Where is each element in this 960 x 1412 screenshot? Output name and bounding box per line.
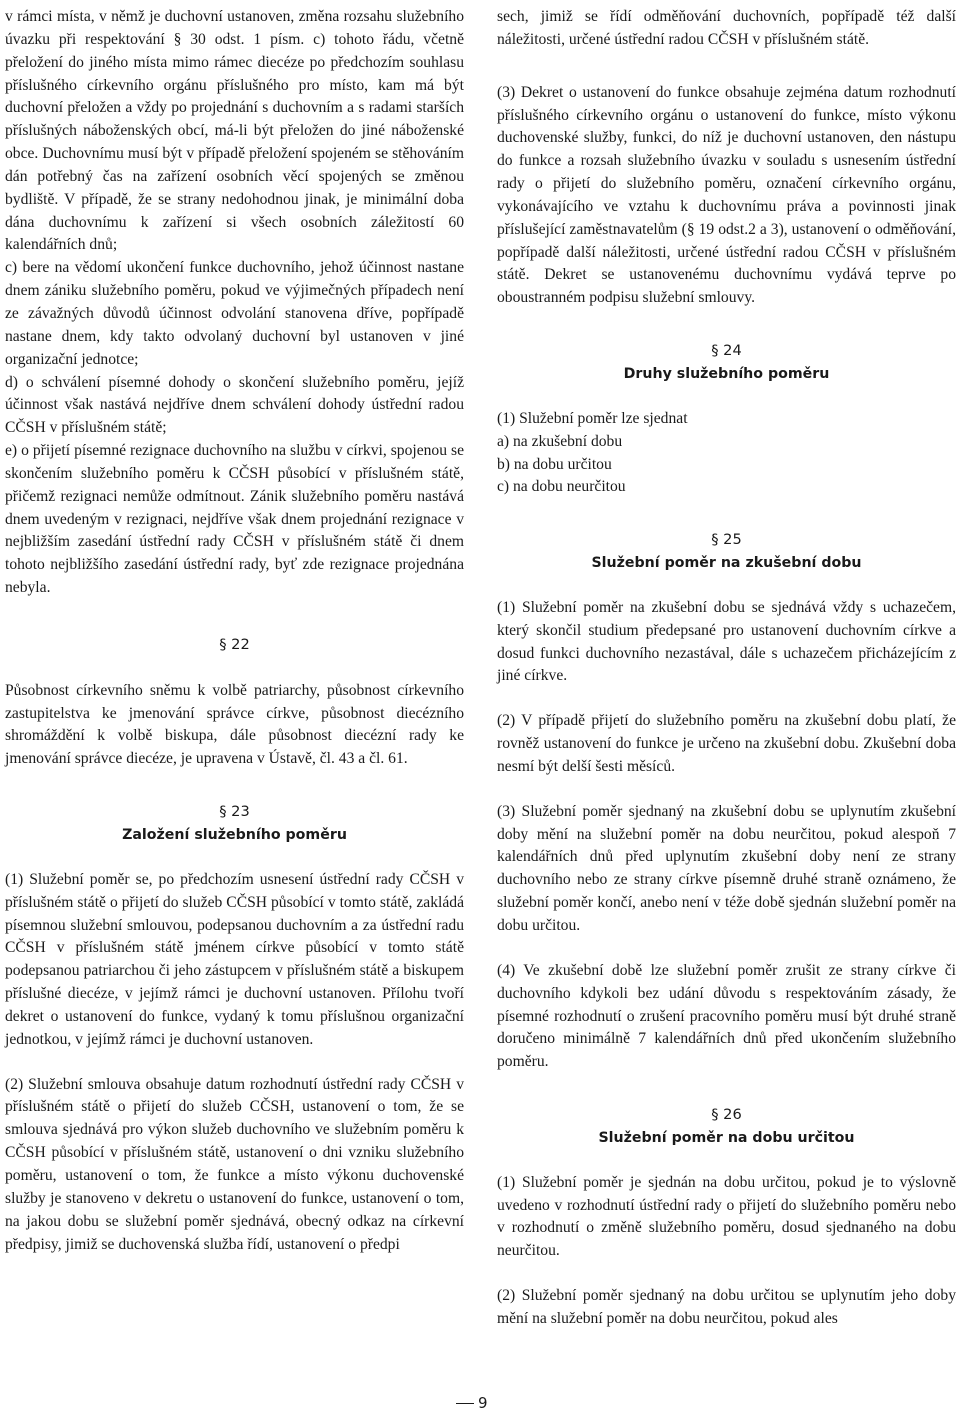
paragraph-item-d: d) o schválení písemné dohody o skončení služebního poměru, jejíž účinnost však nastává nejdříve dnem schválení dohody ústřední radou CČSH v příslušném státě;	[5, 373, 464, 437]
section-23-paragraph-2: (2) Služební smlouva obsahuje datum rozhodnutí ústřední rady CČSH v příslušném státě o přijetí do služeb CČSH, ustanovení o tom, že se smlouva sjednává pro výkon služeb duchovního ve služebním poměru k CČSH působící v příslušném státě, ustanovení o dni vzniku služebního poměru, ustanovení o tom, že funkce a místo výkonu duchovenské služby je stanoveno v dekretu o ustanovení do funkce, ustanovení o tom, na jakou dobu se služební poměr sjednává, obecný odkaz na církevní předpisy, jimiž se duchovenská služba řídí, ustanovení o předpi	[5, 1075, 464, 1253]
section-25-paragraph-4: (4) Ve zkušební době lze služební poměr zrušit ze strany církve či duchovního kdykoli bez udání důvodu s respektováním zásady, že písemné rozhodnutí o zrušení pracovního poměru musí být druhé straně doručeno minimálně 7 kalendářních dnů před ukončením služebního poměru.	[497, 961, 956, 1071]
right-column	[497, 6, 956, 1331]
paragraph-item-c: c) bere na vědomí ukončení funkce duchovního, jehož účinnost nastane dnem zániku služebního poměru, pokud ve výjimečných případech není ze závažných důvodů účinnost odvolání stanovena dříve, popřípadě nastane dnem, kdy takto odvolaný duchovní byl ustanoven v jiné organizační jednotce;	[5, 259, 464, 368]
section-number: § 22	[219, 635, 250, 653]
section-number: § 23	[219, 803, 250, 821]
section-23-paragraph-1: (1) Služební poměr se, po předchozím usnesení ústřední rady CČSH v příslušném státě o přijetí do služeb CČSH působící v tomto státě, zakládá písemnou služební smlouvou, podepsanou duchovním a za ústřední radu CČSH v příslušném státě jménem církve působící v tomto státě podepsanou patriarchou či jeho zástupcem v příslušném státě a biskupem příslušné diecéze, v jejímž rámci je duchovní ustanoven. Přílohu tvoří dekret o ustanovení do funkce, vydaný k tomu příslušnou organizační jednotkou, v jejímž rámci je duchovní ustanoven.	[5, 870, 464, 1048]
section-26-heading	[497, 1104, 956, 1150]
paragraph-item-e: e) o přijetí písemné rezignace duchovního na službu v církvi, spojenou se skončením služebního poměru k CČSH působící v příslušném státě, přičemž rezignaci nemůže odmítnout. Zánik služebního poměru nastává dnem uvedeným v rezignaci, nejdříve však dnem projednání rezignace v nejbližším zasedání ústřední rady CČSH v příslušném státě či dnem tohoto nejbližšího zasedání ústřední rady, byť zde rezignace projednána nebyla.	[5, 442, 464, 597]
section-24-heading	[497, 340, 956, 386]
page-number: 9	[478, 1394, 488, 1412]
section-25-paragraph-1: (1) Služební poměr na zkušební dobu se sjednává vždy s uchazečem, který skončil studium předepsané pro ustanovení duchovním církve a dosud funkci duchovního nezastával, dále s uchazečem přicházejícím z jiné církve.	[497, 598, 956, 685]
section-number: § 24	[711, 342, 742, 360]
list-item: a) na zkušební dobu	[497, 432, 623, 450]
list-item: b) na dobu určitou	[497, 455, 612, 473]
list-item: (1) Služební poměr lze sjednat	[497, 409, 688, 427]
paragraph-continuation: v rámci místa, v němž je duchovní ustanoven, změna rozsahu služebního úvazku při respektování § 30 odst. 1 písm. c) tohoto řádu, včetně přeložení do jiného místa mimo rámec diecéze po předchozím souhlasu příslušného církevního orgánu příslušného pro místo, kam má být duchovní přeložen a vždy po projednání s duchovním a s radami starších příslušných náboženských obcí, má-li být přeložen do jiné náboženské obce. Duchovnímu musí být v případě přeložení spojeném se stěhováním dán potřebný čas na zařízení osobních věcí spojených se změnou bydliště. V případě, že se strany nedohodnou jinak, je minimální doba dána duchovnímu k zařízení si všech osobních záležitostí 60 kalendářních dnů;	[5, 8, 464, 254]
section-23-paragraph-3: (3) Dekret o ustanovení do funkce obsahuje zejména datum rozhodnutí příslušného církevního orgánu o ustanovení do funkce, místo výkonu duchovenské služby, funkci, do níž je duchovní ustanoven, den nástupu do funkce a rozsah služebního úvazku v souladu s usnesením ústřední rady o přijetí do služebního poměru, označení církevního orgánu, vykonávajícího ve vztahu k duchovnímu práva a povinnosti jinak příslušející zaměstnavatelům (§ 19 odst.2 a 3), ustanovení o odměňování, popřípadě další náležitosti, určené ústřední radou CČSH v příslušném státě. Dekret se ustanovenému duchovnímu vydává teprve po oboustranném podpisu služební smlouvy.	[497, 83, 956, 307]
section-title: Druhy služebního poměru	[623, 365, 830, 382]
section-title: Založení služebního poměru	[122, 827, 347, 843]
page-footer	[452, 1394, 532, 1412]
section-25-paragraph-3: (3) Služební poměr sjednaný na zkušební dobu se uplynutím zkušební doby mění na služební poměr na dobu neurčitou, pokud alespoň 7 kalendářních dnů před uplynutím zkušební doby není ze strany duchovního nebo ze strany církve písemně druhé straně oznámeno, že služební poměr končí, anebo není v téže době sjednán služební poměr na dobu určitou.	[497, 802, 956, 934]
section-25-paragraph-2: (2) V případě přijetí do služebního poměru na zkušební dobu platí, že rovněž ustanovení do funkce je určeno na zkušební dobu. Zkušební doba nesmí být delší šesti měsíců.	[497, 712, 956, 775]
paragraph-continuation: sech, jimiž se řídí odměňování duchovních, popřípadě též další náležitosti, určené ústřední radou CČSH v příslušném státě.	[497, 8, 956, 48]
section-23-heading	[5, 801, 464, 847]
section-24-list	[497, 408, 956, 499]
list-item: c) na dobu neurčitou	[497, 478, 626, 496]
section-26-paragraph-1: (1) Služební poměr je sjednán na dobu určitou, pokud je to výslovně uvedeno v rozhodnutí ústřední rady o přijetí do služebního poměru nebo v rozhodnutí o změně služebního poměru, dosud sjednaného na dobu neurčitou.	[497, 1173, 956, 1260]
section-number: § 25	[711, 531, 742, 549]
footer-rule	[456, 1403, 474, 1404]
left-column	[5, 6, 464, 1256]
section-number: § 26	[711, 1106, 742, 1124]
section-22-heading	[5, 634, 464, 657]
section-title: Služební poměr na dobu určitou	[598, 1129, 855, 1146]
section-25-heading	[497, 529, 956, 575]
section-26-paragraph-2: (2) Služební poměr sjednaný na dobu určitou se uplynutím jeho doby mění na služební poměr na dobu neurčitou, pokud ales	[497, 1287, 956, 1327]
section-title: Služební poměr na zkušební dobu	[591, 555, 862, 572]
section-22-paragraph: Působnost církevního sněmu k volbě patriarchy, působnost církevního zastupitelstva ke jmenování správce církve, působnost diecézního shromáždění k volbě biskupa, dále působnost diecézní rady ke jmenování správce diecéze, je upravena v Ústavě, čl. 43 a čl. 61.	[5, 681, 464, 768]
